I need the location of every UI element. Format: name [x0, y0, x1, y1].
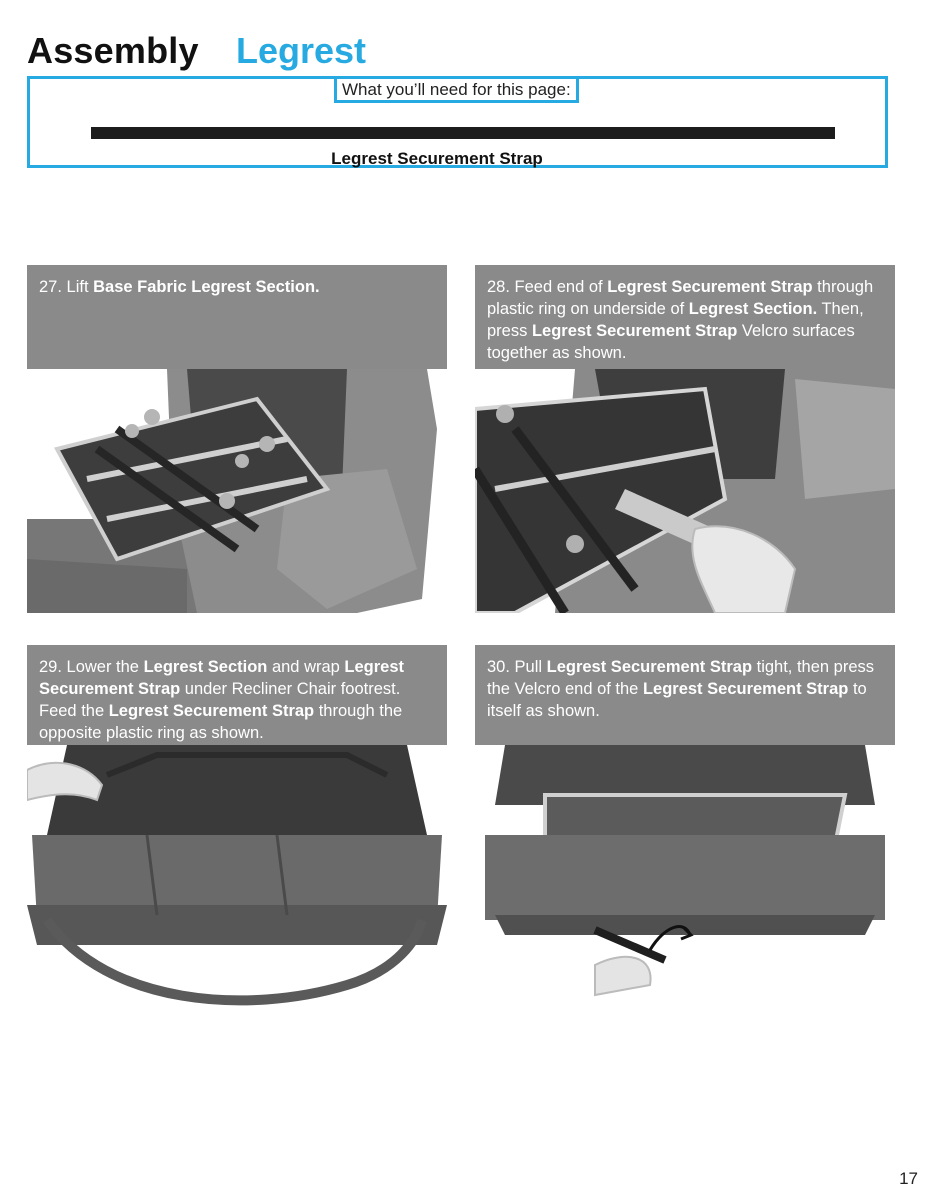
instruction-text: Velcro surfaces together as shown.: [487, 322, 855, 362]
instruction-text: through the opposite plastic ring as shown.: [39, 702, 403, 742]
step-28-photo: [475, 369, 895, 613]
instruction-text: Then, press: [487, 300, 864, 340]
step-28-instruction: [475, 265, 895, 369]
instruction-bold-term: Legrest Securement Strap: [546, 658, 753, 676]
instruction-bold-term: Legrest Section.: [688, 300, 818, 318]
instruction-bold-term: Legrest Securement Strap: [607, 278, 813, 296]
section-title: Legrest: [236, 30, 367, 71]
step-30-instruction: [475, 645, 895, 745]
instruction-text: to itself as shown.: [487, 680, 867, 720]
instruction-bold-term: Base Fabric Legrest Section.: [93, 278, 320, 296]
instruction-bold-term: Legrest Section: [143, 658, 268, 676]
step-30-photo: [475, 745, 895, 1015]
instruction-text: 30. Pull: [487, 658, 547, 676]
instruction-text: and wrap: [267, 658, 345, 676]
instruction-text: 29. Lower the: [39, 658, 144, 676]
required-items-label: What you’ll need for this page:: [334, 76, 579, 103]
instruction-bold-term: Legrest Securement Strap: [531, 322, 738, 340]
instruction-text: 28. Feed end of: [487, 278, 608, 296]
page-number: 17: [899, 1169, 918, 1188]
step-29-instruction: [27, 645, 447, 745]
step-27-photo: [27, 369, 447, 613]
instruction-bold-term: Legrest Securement Strap: [642, 680, 849, 698]
step-27-instruction: [27, 265, 447, 369]
securement-strap-illustration: [91, 127, 835, 139]
instruction-text: 27. Lift: [39, 278, 94, 296]
instruction-text: through plastic ring on underside of: [487, 278, 874, 318]
instruction-text: under Recliner Chair footrest. Feed the: [39, 680, 401, 720]
instruction-bold-term: Legrest Securement Strap: [39, 658, 405, 698]
step-29-photo: [27, 745, 447, 1015]
required-item-name: Legrest Securement Strap: [331, 149, 543, 168]
page-title: Assembly: [27, 30, 199, 71]
instruction-text: tight, then press the Velcro end of the: [487, 658, 875, 698]
instruction-bold-term: Legrest Securement Strap: [108, 702, 315, 720]
